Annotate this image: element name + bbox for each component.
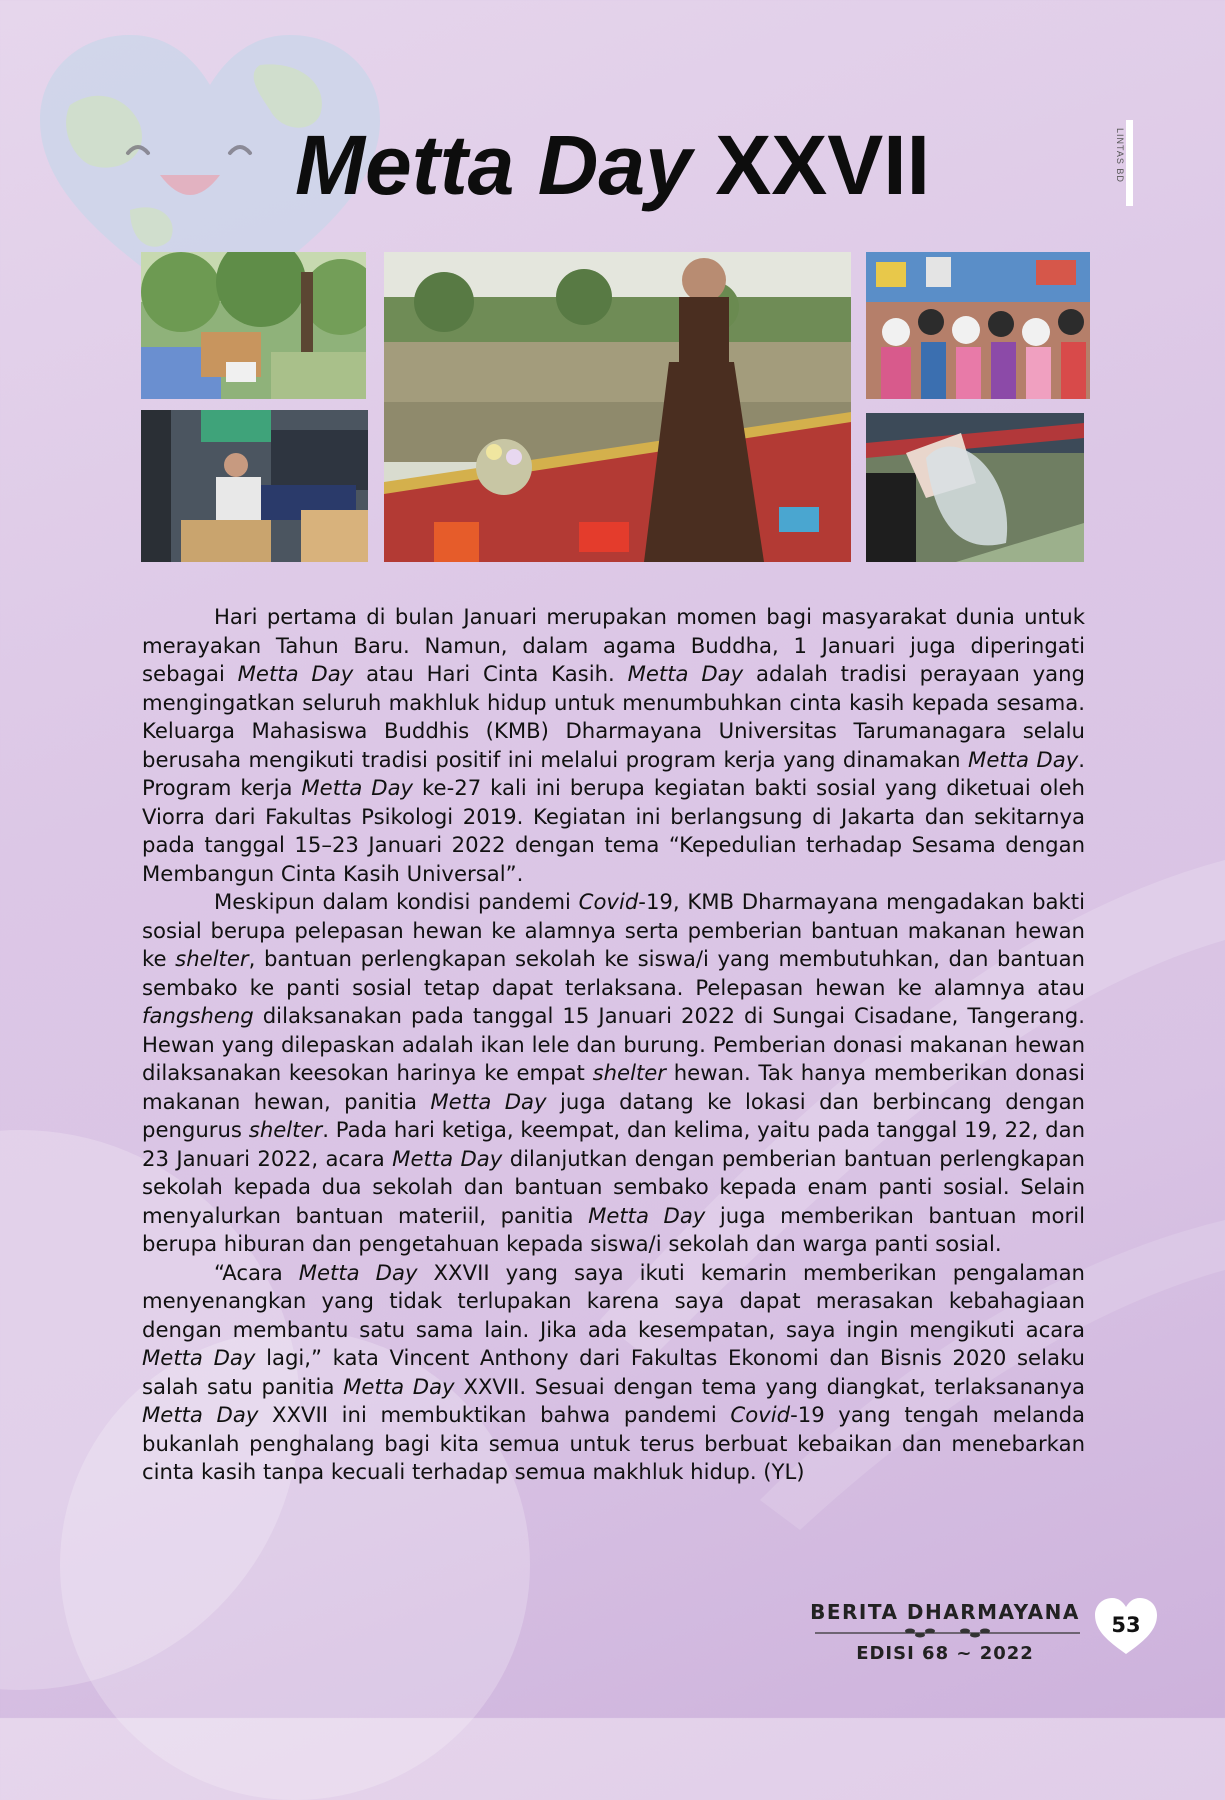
text-run: . Pada hari ketiga, keempat, dan kelima, yaitu pada tanggal 19, 22, dan 23 Januari 2022, acara	[142, 1117, 1085, 1171]
text-run: -19, KMB Dharmayana mengadakan bakti sosial berupa pelepasan hewan ke alamnya serta pemberian bantuan makanan hewan ke	[142, 889, 1085, 971]
article-paragraph	[142, 888, 1085, 1259]
italic-term: Covid	[578, 889, 639, 914]
italic-term: Metta Day	[298, 1259, 418, 1285]
text-run: juga memberikan bantuan moril berupa hiburan dan pengetahuan kepada siswa/i sekolah dan warga panti sosial.	[142, 1202, 1085, 1256]
italic-term: Metta Day	[142, 1402, 259, 1427]
italic-term: Metta Day	[301, 775, 414, 800]
text-run: hewan. Tak hanya memberikan donasi makanan hewan, panitia	[142, 1060, 1085, 1114]
italic-term: Metta Day	[588, 1202, 706, 1228]
article-paragraph	[142, 603, 1085, 888]
photo-donation-boxes	[141, 252, 366, 399]
italic-term: shelter	[248, 1117, 323, 1142]
text-run: , bantuan perlengkapan sekolah ke siswa/i yang membutuhkan, dan bantuan sembako ke panti sosial tetap dapat terlaksana. Pelepasan hewan ke alamnya atau	[142, 946, 1085, 1000]
text-run: ke-27 kali ini berupa kegiatan bakti sosial yang diketuai oleh Viorra dari Fakultas Psikologi 2019. Kegiatan ini berlangsung di Jakarta dan sekitarnya pada tanggal 15–23 Januari 2022 dengan tema “Kepedulian terhadap Sesama dengan Membangun Cinta Kasih Universal”.	[142, 775, 1085, 886]
text-run: juga datang ke lokasi dan berbincang dengan pengurus	[142, 1088, 1085, 1142]
page-number: 53	[1111, 1613, 1141, 1637]
photo-volunteer-packing	[141, 410, 368, 562]
ornament-divider	[815, 1626, 1080, 1640]
text-run: lagi,” kata Vincent Anthony dari Fakultas Ekonomi dan Bisnis 2020 selaku salah satu panitia	[142, 1345, 1085, 1399]
edition-label: EDISI 68 ~ 2022	[856, 1643, 1034, 1664]
article-paragraph	[142, 1259, 1085, 1487]
italic-term: Metta Day	[343, 1373, 455, 1399]
section-label: LINTAS BD	[1115, 128, 1125, 183]
text-run: XXVII ini membuktikan bahwa pandemi	[258, 1402, 731, 1427]
text-run: “Acara	[214, 1259, 299, 1285]
italic-term: Metta Day	[237, 661, 354, 686]
text-run: dilaksanakan pada tanggal 15 Januari 2022 di Sungai Cisadane, Tangerang. Hewan yang dilepaskan adalah ikan lele dan burung. Pemberian donasi makanan hewan dilaksanakan keesokan harinya ke empat	[142, 1003, 1085, 1085]
italic-term: shelter	[592, 1060, 667, 1085]
page-title	[0, 110, 1225, 220]
title-italic: Metta Day	[295, 118, 692, 212]
text-run: adalah tradisi perayaan yang mengingatkan seluruh makhluk hidup untuk menumbuhkan cinta kasih kepada sesama. Keluarga Mahasiswa Buddhis (KMB) Dharmayana Universitas Tarumanagara selalu berusaha mengikuti tradisi positif ini melalui program kerja yang dinamakan	[142, 661, 1086, 772]
text-run: -19 yang tengah melanda bukanlah penghalang bagi kita semua untuk terus berbuat kebaikan dan menebarkan cinta kasih tanpa kecuali terhadap semua makhluk hidup. (YL)	[142, 1402, 1086, 1484]
italic-term: Metta Day	[392, 1145, 503, 1171]
title-numeral: XXVII	[715, 118, 930, 212]
italic-term: Metta Day	[968, 746, 1079, 772]
photo-fish-release	[866, 413, 1084, 562]
text-run: XXVII. Sesuai dengan tema yang diangkat, terlaksananya	[454, 1373, 1085, 1399]
text-run: Hari pertama di bulan Januari merupakan momen bagi masyarakat dunia untuk merayakan Tahun Baru. Namun, dalam agama Buddha, 1 Januari juga diperingati sebagai	[142, 604, 1085, 686]
article-body	[142, 603, 1085, 1487]
italic-term: Metta Day	[627, 661, 744, 686]
italic-term: Metta Day	[430, 1088, 547, 1114]
italic-term: shelter	[175, 946, 249, 971]
text-run: dilanjutkan dengan pemberian bantuan perlengkapan sekolah kepada dua sekolah dan bantuan sembako kepada enam panti sosial. Selain menyalurkan bantuan materiil, panitia	[142, 1145, 1085, 1228]
text-run: . Program kerja	[142, 746, 1085, 800]
text-run: Meskipun dalam kondisi pandemi	[214, 889, 579, 914]
italic-term: Metta Day	[142, 1345, 256, 1370]
text-run: atau Hari Cinta Kasih.	[353, 661, 628, 686]
text-run: XXVII yang saya ikuti kemarin memberikan pengalaman menyenangkan yang tidak terlupakan karena saya dapat merasakan kebahagiaan dengan membantu satu sama lain. Jika ada kesempatan, saya ingin mengikuti acara	[142, 1259, 1085, 1342]
italic-term: Covid	[730, 1402, 791, 1427]
italic-term: fangsheng	[142, 1003, 254, 1028]
photo-school-children	[866, 252, 1090, 399]
photo-monk-river-ceremony	[384, 252, 851, 562]
magazine-name: BERITA DHARMAYANA	[810, 1600, 1080, 1624]
